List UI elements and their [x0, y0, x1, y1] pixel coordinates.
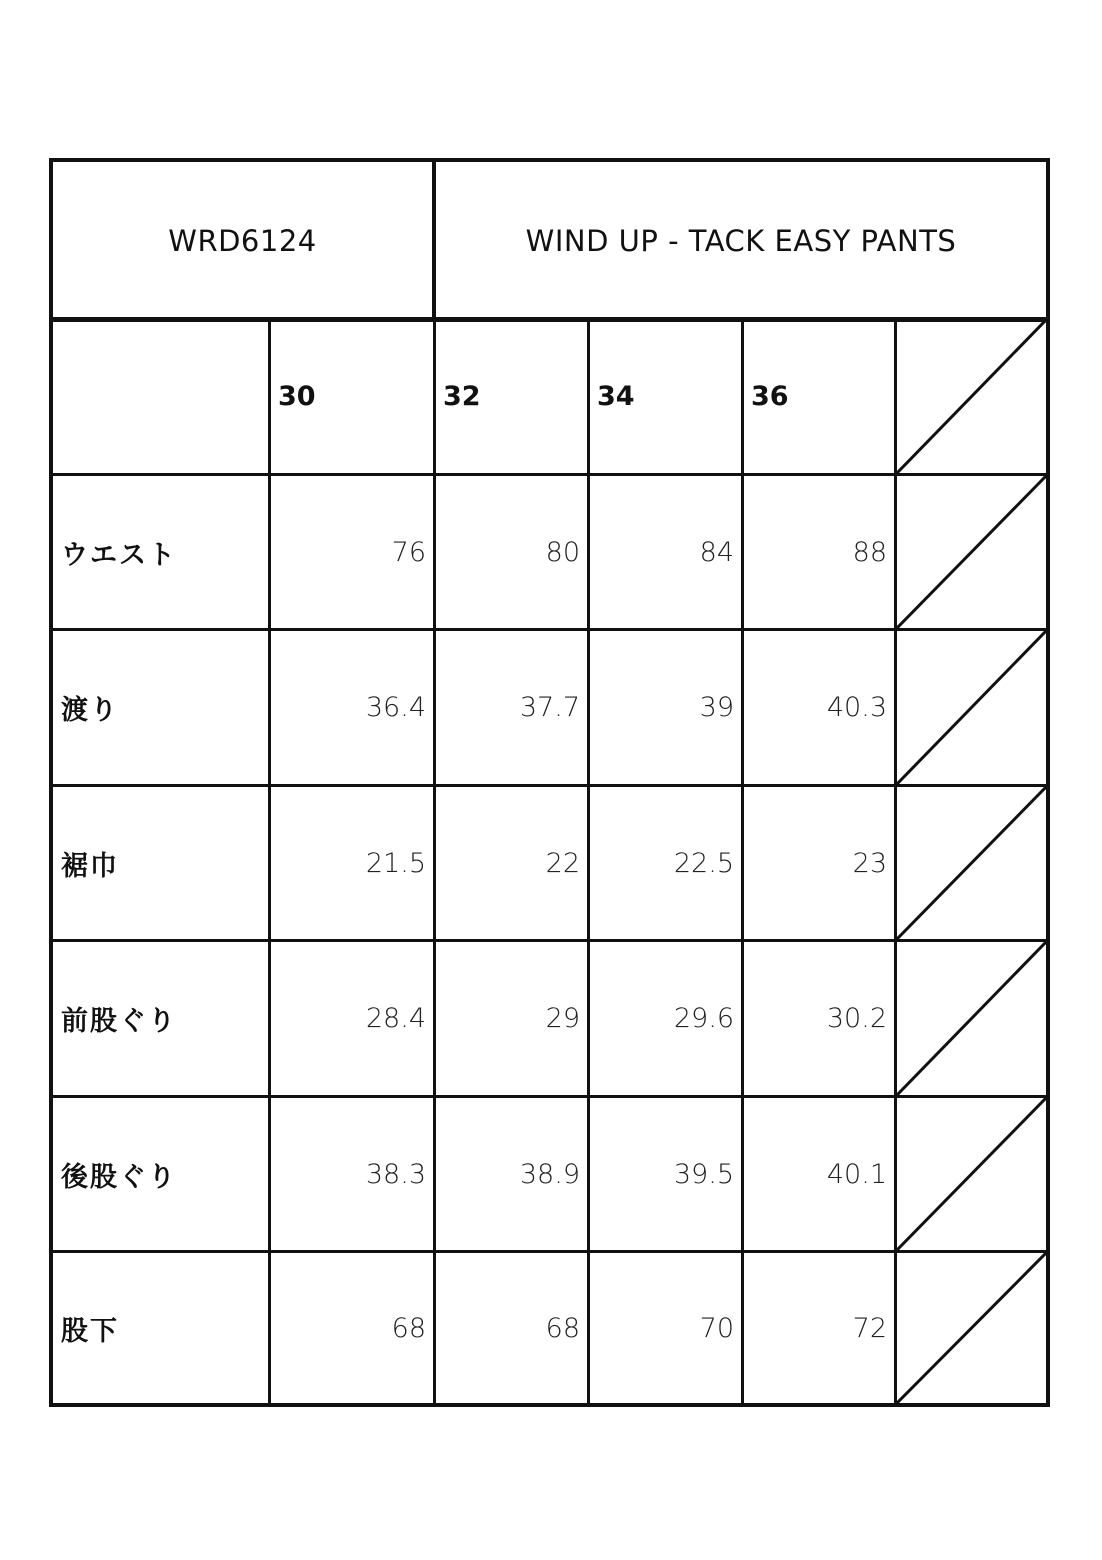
- measurement-value: 39.5: [673, 1158, 734, 1190]
- size-chart-table: [49, 158, 1050, 1407]
- size-header: 32: [443, 381, 481, 412]
- row-label: 渡り: [61, 695, 119, 726]
- empty-cell-slash: [897, 476, 1046, 628]
- product-code: WRD6124: [53, 162, 436, 320]
- measurement-value: 76: [391, 536, 426, 568]
- measurement-value: 29.6: [673, 1003, 734, 1034]
- empty-cell-slash: [897, 1253, 1046, 1403]
- empty-cell-slash: [897, 942, 1046, 1095]
- measurement-value: 30.2: [826, 1003, 887, 1034]
- size-header: 36: [751, 381, 789, 412]
- row-label: ウエスト: [61, 539, 177, 571]
- empty-cell-slash: [897, 787, 1046, 939]
- measurement-value: 37.7: [519, 692, 580, 723]
- measurement-value: 38.3: [365, 1158, 426, 1190]
- measurement-value: 84: [699, 536, 734, 568]
- measurement-value: 22: [545, 847, 580, 879]
- measurement-value: 22.5: [673, 847, 734, 879]
- measurement-value: 28.4: [365, 1003, 426, 1034]
- size-header: 30: [278, 381, 316, 412]
- measurement-value: 29: [545, 1003, 580, 1034]
- measurement-value: 36.4: [365, 692, 426, 723]
- measurement-value: 38.9: [519, 1158, 580, 1190]
- measurement-value: 88: [852, 536, 887, 568]
- measurement-value: 39: [699, 692, 734, 723]
- row-label: 前股ぐり: [61, 1006, 177, 1037]
- measurement-value: 68: [545, 1312, 580, 1344]
- measurement-value: 40.1: [826, 1158, 887, 1190]
- measurement-value: 68: [391, 1312, 426, 1344]
- measurement-value: 72: [852, 1312, 887, 1344]
- measurement-value: 80: [545, 536, 580, 568]
- measurement-value: 40.3: [826, 692, 887, 723]
- product-name: WIND UP - TACK EASY PANTS: [525, 224, 957, 258]
- corner-cell: [53, 320, 268, 473]
- empty-cell-slash: [897, 631, 1046, 784]
- measurement-value: 21.5: [365, 847, 426, 879]
- empty-cell-slash: [897, 1098, 1046, 1250]
- row-label: 後股ぐり: [61, 1161, 177, 1193]
- measurement-value: 70: [699, 1312, 734, 1344]
- empty-cell-slash: [897, 320, 1046, 473]
- measurement-value: 23: [852, 847, 887, 879]
- row-label: 股下: [61, 1315, 119, 1347]
- size-header: 34: [597, 381, 635, 412]
- row-label: 裾巾: [61, 850, 119, 882]
